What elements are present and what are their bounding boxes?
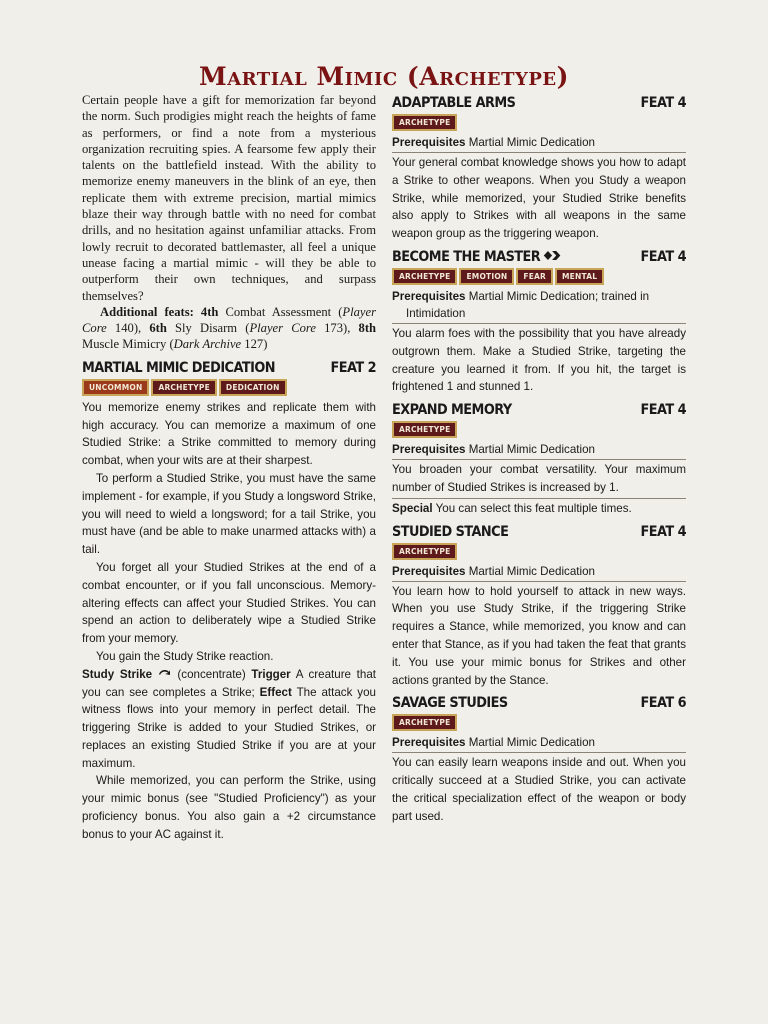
intro-paragraph: Certain people have a gift for memorization far beyond the norm. Such prodigies might reach the heights of fame as performers, or find a note from a mysterious organization recruiting spies. A fearsome few apply their talents on the battlefield instead. With the ability to memorize enemy maneuvers in the blink of an eye, then replicate them with extreme precision, martial mimics blaze their way through battle with no need for combat drills, and no hesitation against unfamiliar attacks. From lowly recruit to decorated battlemaster, all feel a unique unease facing a martial mimic - will they be able to outperform their own techniques, and surpass themselves? xyxy=(82,93,376,303)
prerequisites: Prerequisites Martial Mimic Dedication xyxy=(392,443,595,457)
trait-badge: ARCHETYPE xyxy=(392,268,457,285)
prerequisites: Prerequisites Martial Mimic Dedication xyxy=(392,564,595,578)
feat-heading: SAVAGE STUDIES FEAT 6 xyxy=(392,695,686,712)
reaction-icon xyxy=(158,666,172,684)
dedication-p5: While memorized, you can perform the Strike, using your mimic bonus (see "Studied Proficiency") as your proficiency bonus. You also gain a +2 circumstance bonus to your AC against it. xyxy=(82,774,376,841)
divider xyxy=(392,498,686,499)
feat-body: You learn how to hold yourself to attack in new ways. When you use Study Strike, if the triggering Strike requires a Stance, while memorized, you know and can enter that Stance, as if you had taken the feat that grants it. You use your mimic bonus for Strikes and other actions granted by the Stance. xyxy=(392,584,686,687)
dedication-p4: You gain the Study Strike reaction. xyxy=(96,649,274,663)
left-column xyxy=(82,92,376,844)
prerequisites: Prerequisites Martial Mimic Dedication; trained in Intimidation xyxy=(392,289,650,320)
two-action-icon xyxy=(543,250,563,264)
feat-become-the-master xyxy=(392,249,686,396)
divider xyxy=(392,581,686,582)
trait-list xyxy=(392,714,686,731)
additional-feats: Additional feats: 4th Combat Assessment (Player Core 140), 6th Sly Disarm (Player Core 173), 8th Muscle Mimicry (Dark Archive 127) xyxy=(82,304,377,352)
divider xyxy=(392,459,686,460)
study-strike-action: Study Strike (concentrate) Trigger A creature that you can see completes a Strike; Effect The attack you witness flows into your memory in perfect detail. The triggering Strike is added to your Studied Strikes, or replaces an existing Studied Strike if you are at your maximum. xyxy=(82,667,376,770)
feat-savage-studies xyxy=(392,695,686,825)
trait-badge: EMOTION xyxy=(459,268,514,285)
feat-body: Your general combat knowledge shows you how to adapt a Strike to other weapons. When you Study a weapon Strike, while memorized, your Studied Strike benefits also apply to Strikes with all weapons in the same weapon group as the triggering weapon. xyxy=(392,156,686,241)
trait-list xyxy=(392,114,686,131)
trait-badge: ARCHETYPE xyxy=(392,114,457,131)
trait-badge: ARCHETYPE xyxy=(151,379,216,396)
trait-list xyxy=(392,268,686,285)
divider xyxy=(392,323,686,324)
trait-list xyxy=(392,543,686,560)
right-column xyxy=(392,95,686,832)
feat-body: You broaden your combat versatility. Your maximum number of Studied Strikes is increased by 1. xyxy=(392,463,686,494)
prerequisites: Prerequisites Martial Mimic Dedication xyxy=(392,736,595,750)
feat-special: Special You can select this feat multiple times. xyxy=(392,501,632,515)
trait-list xyxy=(392,421,686,438)
divider xyxy=(392,152,686,153)
page-title: Martial Mimic (Archetype) xyxy=(199,62,569,91)
feat-heading-dedication: MARTIAL MIMIC DEDICATION FEAT 2 xyxy=(82,359,376,376)
trait-badge: ARCHETYPE xyxy=(392,543,457,560)
feat-heading: BECOME THE MASTER FEAT 4 xyxy=(392,248,686,265)
feat-body: You alarm foes with the possibility that you have already outgrown them. Make a Studied Strike, targeting the creature you learned it from. If you hit, the target is frightened 1 and stunned 1. xyxy=(392,326,686,394)
divider xyxy=(392,752,686,753)
dedication-p3: You forget all your Studied Strikes at the end of a combat encounter, or if you fall unconscious. Memory-altering effects can affect your Studied Strikes. You can spend an action to deliberately wipe a Studied Strike from your memory. xyxy=(82,560,376,646)
feat-body: You can easily learn weapons inside and out. When you critically succeed at a Studied Strike, you can activate the critical specialization effect of the weapon or body part used. xyxy=(392,756,686,823)
feat-adaptable-arms xyxy=(392,95,686,243)
trait-badge: DEDICATION xyxy=(219,379,287,396)
feat-heading: EXPAND MEMORY FEAT 4 xyxy=(392,402,686,419)
feat-expand-memory xyxy=(392,402,686,517)
dedication-p2: To perform a Studied Strike, you must have the same implement - for example, if you Study a longsword Strike, you will need to wield a longsword; for a tail Strike, you must have (and be able to make unarmed attacks with) a tail. xyxy=(82,471,376,557)
feat-studied-stance xyxy=(392,524,686,690)
trait-badge: ARCHETYPE xyxy=(392,421,457,438)
trait-badge: MENTAL xyxy=(555,268,604,285)
trait-list xyxy=(82,379,376,396)
prerequisites: Prerequisites Martial Mimic Dedication xyxy=(392,136,595,149)
feat-heading: STUDIED STANCE FEAT 4 xyxy=(392,523,686,540)
feat-heading: ADAPTABLE ARMS FEAT 4 xyxy=(392,95,686,111)
trait-badge: UNCOMMON xyxy=(82,379,149,396)
dedication-p1: You memorize enemy strikes and replicate them with high accuracy. You can memorize a maximum of one Studied Strike: a Strike committed to memory during combat, when your wits are at their sharpest. xyxy=(82,400,376,468)
trait-badge: FEAR xyxy=(516,268,553,285)
trait-badge: ARCHETYPE xyxy=(392,714,457,731)
